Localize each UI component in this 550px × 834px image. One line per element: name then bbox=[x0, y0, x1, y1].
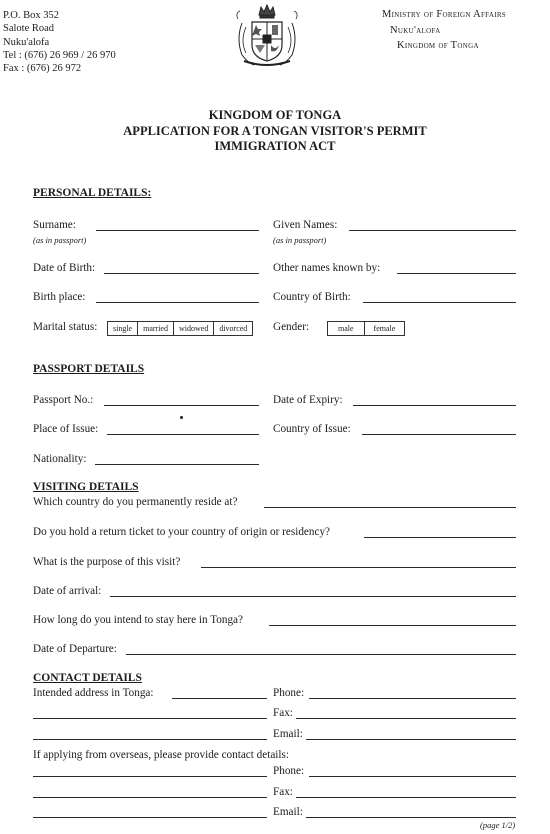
overseas-address-field-line3[interactable] bbox=[33, 817, 267, 818]
gender-label: Gender: bbox=[273, 321, 310, 333]
return-ticket-field[interactable] bbox=[364, 537, 516, 538]
marital-option-single[interactable]: single bbox=[108, 322, 138, 335]
given-names-label: Given Names: bbox=[273, 219, 338, 231]
purpose-field[interactable] bbox=[201, 567, 516, 568]
marital-option-divorced[interactable]: divorced bbox=[219, 324, 248, 333]
passport-number-label: Passport No.: bbox=[33, 394, 94, 406]
given-names-note: (as in passport) bbox=[273, 235, 327, 245]
overseas-contact-label: If applying from overseas, please provide contact details: bbox=[33, 749, 289, 761]
overseas-fax-label: Fax: bbox=[273, 786, 293, 798]
ministry-name: Ministry of Foreign Affairs Nuku'alofa Kingdom of Tonga bbox=[382, 9, 506, 51]
surname-field[interactable] bbox=[96, 230, 259, 231]
visiting-details-heading: VISITING DETAILS bbox=[33, 481, 139, 493]
gender-option-male[interactable]: male bbox=[328, 322, 365, 335]
marital-option-married[interactable]: married bbox=[138, 322, 174, 335]
intended-address-field-line2[interactable] bbox=[33, 718, 267, 719]
expiry-label: Date of Expiry: bbox=[273, 394, 343, 406]
page-number: (page 1/2) bbox=[480, 820, 516, 830]
given-names-field[interactable] bbox=[349, 230, 516, 231]
reside-label: Which country do you permanently reside at? bbox=[33, 496, 238, 508]
country-issue-field[interactable] bbox=[362, 434, 516, 435]
surname-label: Surname: bbox=[33, 219, 76, 231]
reside-field[interactable] bbox=[264, 507, 516, 508]
overseas-phone-field[interactable] bbox=[309, 776, 516, 777]
departure-label: Date of Departure: bbox=[33, 643, 117, 655]
country-issue-label: Country of Issue: bbox=[273, 423, 351, 435]
country-birth-label: Country of Birth: bbox=[273, 291, 351, 303]
passport-number-field[interactable] bbox=[104, 405, 259, 406]
marital-option-widowed[interactable]: widowed bbox=[174, 322, 214, 335]
fax-field[interactable] bbox=[296, 718, 516, 719]
purpose-label: What is the purpose of this visit? bbox=[33, 556, 181, 568]
intended-address-field-line3[interactable] bbox=[33, 739, 267, 740]
tonga-coat-of-arms-icon bbox=[232, 3, 302, 69]
overseas-fax-field[interactable] bbox=[296, 797, 516, 798]
nationality-label: Nationality: bbox=[33, 453, 87, 465]
email-label: Email: bbox=[273, 728, 303, 740]
place-issue-field[interactable] bbox=[107, 434, 259, 435]
birth-place-field[interactable] bbox=[96, 302, 259, 303]
dob-field[interactable] bbox=[104, 273, 259, 274]
overseas-phone-label: Phone: bbox=[273, 765, 305, 777]
ink-speck bbox=[180, 416, 183, 419]
intended-address-field[interactable] bbox=[172, 698, 267, 699]
phone-field[interactable] bbox=[309, 698, 516, 699]
gender-option-female[interactable]: female bbox=[373, 324, 396, 333]
intended-address-label: Intended address in Tonga: bbox=[33, 687, 154, 699]
stay-label: How long do you intend to stay here in Tonga? bbox=[33, 614, 243, 626]
country-birth-field[interactable] bbox=[363, 302, 516, 303]
phone-label: Phone: bbox=[273, 687, 305, 699]
place-issue-label: Place of Issue: bbox=[33, 423, 99, 435]
arrival-label: Date of arrival: bbox=[33, 585, 102, 597]
gender-options bbox=[327, 321, 405, 336]
stay-field[interactable] bbox=[269, 625, 516, 626]
nationality-field[interactable] bbox=[95, 464, 259, 465]
overseas-email-label: Email: bbox=[273, 806, 303, 818]
surname-note: (as in passport) bbox=[33, 235, 87, 245]
fax-label: Fax: bbox=[273, 707, 293, 719]
expiry-field[interactable] bbox=[353, 405, 516, 406]
marital-status-label: Marital status: bbox=[33, 321, 98, 333]
overseas-address-field-line1[interactable] bbox=[33, 776, 267, 777]
overseas-email-field[interactable] bbox=[306, 817, 516, 818]
other-names-label: Other names known by: bbox=[273, 262, 381, 274]
form-title: KINGDOM OF TONGA APPLICATION FOR A TONGAN VISITOR'S PERMIT IMMIGRATION ACT bbox=[123, 108, 427, 153]
email-field[interactable] bbox=[306, 739, 516, 740]
return-ticket-label: Do you hold a return ticket to your country of origin or residency? bbox=[33, 526, 331, 538]
birth-place-label: Birth place: bbox=[33, 291, 86, 303]
departure-field[interactable] bbox=[126, 654, 516, 655]
passport-details-heading: PASSPORT DETAILS bbox=[33, 363, 145, 375]
overseas-address-field-line2[interactable] bbox=[33, 797, 267, 798]
ministry-address: P.O. Box 352 Salote Road Nuku'alofa Tel : (676) 26 969 / 26 970 Fax : (676) 26 972 bbox=[3, 10, 116, 75]
marital-status-options bbox=[107, 321, 253, 336]
arrival-field[interactable] bbox=[110, 596, 516, 597]
other-names-field[interactable] bbox=[397, 273, 516, 274]
contact-details-heading: CONTACT DETAILS bbox=[33, 672, 142, 684]
dob-label: Date of Birth: bbox=[33, 262, 96, 274]
personal-details-heading: PERSONAL DETAILS: bbox=[33, 187, 152, 199]
